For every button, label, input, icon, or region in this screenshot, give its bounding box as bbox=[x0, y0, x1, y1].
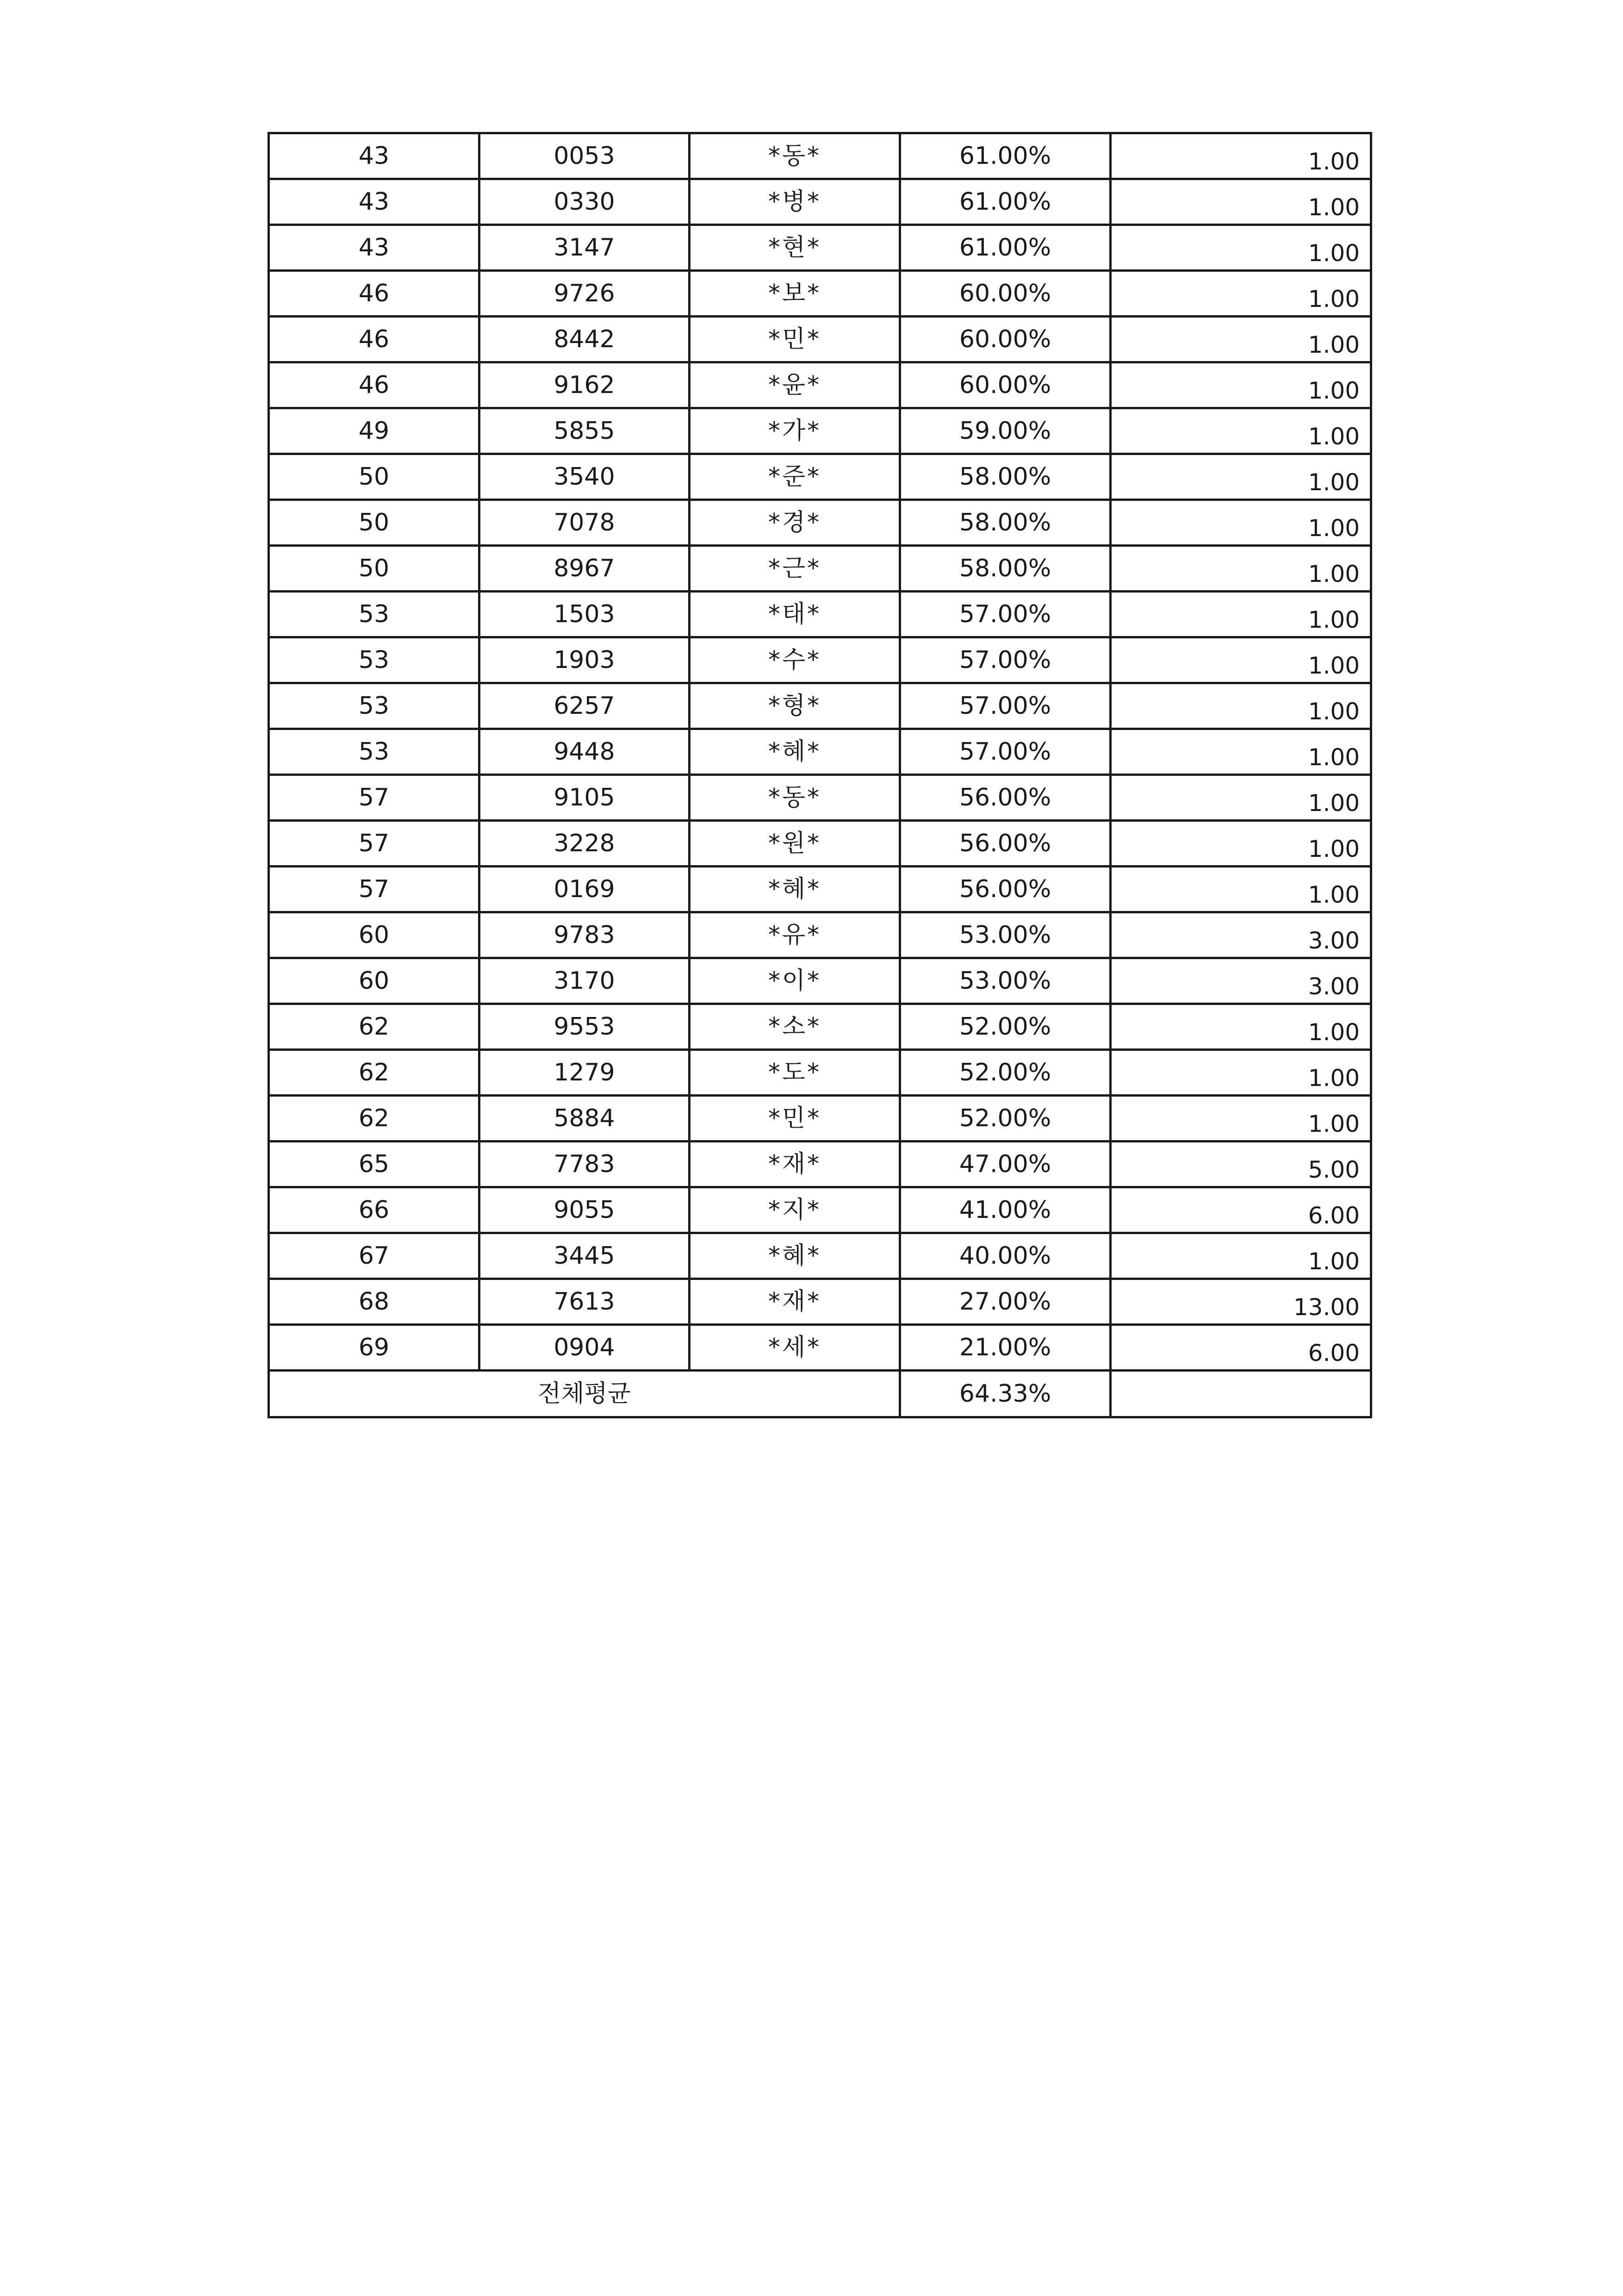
id-cell: 0169 bbox=[479, 867, 690, 912]
name-cell: *재* bbox=[690, 1279, 900, 1325]
value-cell: 1.00 bbox=[1111, 1096, 1371, 1142]
percent-cell: 60.00% bbox=[900, 317, 1111, 362]
table-row bbox=[269, 271, 1371, 317]
id-cell: 8442 bbox=[479, 317, 690, 362]
value-cell: 5.00 bbox=[1111, 1142, 1371, 1187]
rank-cell: 50 bbox=[269, 546, 479, 592]
id-cell: 1903 bbox=[479, 637, 690, 683]
table-row bbox=[269, 1233, 1371, 1279]
value-cell: 1.00 bbox=[1111, 1050, 1371, 1096]
rank-cell: 62 bbox=[269, 1050, 479, 1096]
id-cell: 9162 bbox=[479, 362, 690, 408]
value-cell: 13.00 bbox=[1111, 1279, 1371, 1325]
id-cell: 1279 bbox=[479, 1050, 690, 1096]
id-cell: 7078 bbox=[479, 500, 690, 546]
name-cell: *유* bbox=[690, 912, 900, 958]
table-row bbox=[269, 729, 1371, 775]
percent-cell: 52.00% bbox=[900, 1096, 1111, 1142]
total-value bbox=[1111, 1371, 1371, 1417]
percent-cell: 58.00% bbox=[900, 454, 1111, 500]
percent-cell: 53.00% bbox=[900, 912, 1111, 958]
id-cell: 9448 bbox=[479, 729, 690, 775]
id-cell: 9105 bbox=[479, 775, 690, 821]
value-cell: 1.00 bbox=[1111, 271, 1371, 317]
name-cell: *이* bbox=[690, 958, 900, 1004]
value-cell: 3.00 bbox=[1111, 912, 1371, 958]
name-cell: *민* bbox=[690, 1096, 900, 1142]
value-cell: 1.00 bbox=[1111, 133, 1371, 179]
percent-cell: 52.00% bbox=[900, 1004, 1111, 1050]
percent-cell: 56.00% bbox=[900, 821, 1111, 867]
percent-cell: 59.00% bbox=[900, 408, 1111, 454]
percent-cell: 47.00% bbox=[900, 1142, 1111, 1187]
id-cell: 3540 bbox=[479, 454, 690, 500]
value-cell: 1.00 bbox=[1111, 225, 1371, 271]
rank-cell: 43 bbox=[269, 225, 479, 271]
value-cell: 1.00 bbox=[1111, 317, 1371, 362]
id-cell: 9726 bbox=[479, 271, 690, 317]
value-cell: 3.00 bbox=[1111, 958, 1371, 1004]
percent-cell: 61.00% bbox=[900, 179, 1111, 225]
name-cell: *소* bbox=[690, 1004, 900, 1050]
value-cell: 1.00 bbox=[1111, 362, 1371, 408]
table-row bbox=[269, 546, 1371, 592]
rank-cell: 57 bbox=[269, 775, 479, 821]
table-row bbox=[269, 637, 1371, 683]
table-row bbox=[269, 179, 1371, 225]
rank-cell: 46 bbox=[269, 271, 479, 317]
id-cell: 5855 bbox=[479, 408, 690, 454]
id-cell: 3445 bbox=[479, 1233, 690, 1279]
name-cell: *현* bbox=[690, 225, 900, 271]
table-row bbox=[269, 1187, 1371, 1233]
name-cell: *태* bbox=[690, 592, 900, 637]
percent-cell: 58.00% bbox=[900, 546, 1111, 592]
name-cell: *재* bbox=[690, 1142, 900, 1187]
total-label: 전체평균 bbox=[269, 1371, 900, 1417]
percent-cell: 56.00% bbox=[900, 775, 1111, 821]
name-cell: *동* bbox=[690, 775, 900, 821]
value-cell: 1.00 bbox=[1111, 408, 1371, 454]
table-row bbox=[269, 958, 1371, 1004]
name-cell: *형* bbox=[690, 683, 900, 729]
id-cell: 6257 bbox=[479, 683, 690, 729]
percent-cell: 57.00% bbox=[900, 637, 1111, 683]
rank-cell: 62 bbox=[269, 1004, 479, 1050]
id-cell: 9055 bbox=[479, 1187, 690, 1233]
name-cell: *도* bbox=[690, 1050, 900, 1096]
rank-cell: 68 bbox=[269, 1279, 479, 1325]
name-cell: *민* bbox=[690, 317, 900, 362]
percent-cell: 57.00% bbox=[900, 683, 1111, 729]
value-cell: 1.00 bbox=[1111, 683, 1371, 729]
table-row bbox=[269, 1325, 1371, 1371]
percent-cell: 57.00% bbox=[900, 729, 1111, 775]
percent-cell: 61.00% bbox=[900, 225, 1111, 271]
name-cell: *준* bbox=[690, 454, 900, 500]
value-cell: 1.00 bbox=[1111, 179, 1371, 225]
rank-cell: 57 bbox=[269, 867, 479, 912]
percent-cell: 58.00% bbox=[900, 500, 1111, 546]
table-row bbox=[269, 592, 1371, 637]
table-row bbox=[269, 775, 1371, 821]
name-cell: *혜* bbox=[690, 1233, 900, 1279]
percent-cell: 61.00% bbox=[900, 133, 1111, 179]
id-cell: 5884 bbox=[479, 1096, 690, 1142]
value-cell: 1.00 bbox=[1111, 546, 1371, 592]
value-cell: 6.00 bbox=[1111, 1325, 1371, 1371]
name-cell: *세* bbox=[690, 1325, 900, 1371]
percent-cell: 40.00% bbox=[900, 1233, 1111, 1279]
name-cell: *수* bbox=[690, 637, 900, 683]
table-row bbox=[269, 821, 1371, 867]
id-cell: 0330 bbox=[479, 179, 690, 225]
rank-cell: 43 bbox=[269, 179, 479, 225]
rank-cell: 43 bbox=[269, 133, 479, 179]
value-cell: 1.00 bbox=[1111, 592, 1371, 637]
table-row bbox=[269, 1096, 1371, 1142]
rank-cell: 62 bbox=[269, 1096, 479, 1142]
table-row bbox=[269, 500, 1371, 546]
table-row bbox=[269, 1279, 1371, 1325]
id-cell: 3147 bbox=[479, 225, 690, 271]
table-row bbox=[269, 362, 1371, 408]
value-cell: 1.00 bbox=[1111, 500, 1371, 546]
value-cell: 1.00 bbox=[1111, 729, 1371, 775]
id-cell: 1503 bbox=[479, 592, 690, 637]
name-cell: *가* bbox=[690, 408, 900, 454]
percent-cell: 60.00% bbox=[900, 271, 1111, 317]
rank-cell: 46 bbox=[269, 362, 479, 408]
name-cell: *보* bbox=[690, 271, 900, 317]
name-cell: *병* bbox=[690, 179, 900, 225]
name-cell: *근* bbox=[690, 546, 900, 592]
rank-cell: 60 bbox=[269, 958, 479, 1004]
id-cell: 9783 bbox=[479, 912, 690, 958]
percent-cell: 41.00% bbox=[900, 1187, 1111, 1233]
percent-cell: 27.00% bbox=[900, 1279, 1111, 1325]
percent-cell: 60.00% bbox=[900, 362, 1111, 408]
value-cell: 1.00 bbox=[1111, 821, 1371, 867]
table-row bbox=[269, 1004, 1371, 1050]
score-table bbox=[267, 132, 1372, 1418]
rank-cell: 67 bbox=[269, 1233, 479, 1279]
value-cell: 1.00 bbox=[1111, 637, 1371, 683]
id-cell: 7783 bbox=[479, 1142, 690, 1187]
rank-cell: 66 bbox=[269, 1187, 479, 1233]
id-cell: 0053 bbox=[479, 133, 690, 179]
id-cell: 3170 bbox=[479, 958, 690, 1004]
name-cell: *혜* bbox=[690, 867, 900, 912]
value-cell: 1.00 bbox=[1111, 1233, 1371, 1279]
table-row bbox=[269, 408, 1371, 454]
percent-cell: 52.00% bbox=[900, 1050, 1111, 1096]
id-cell: 8967 bbox=[479, 546, 690, 592]
rank-cell: 60 bbox=[269, 912, 479, 958]
id-cell: 0904 bbox=[479, 1325, 690, 1371]
name-cell: *윤* bbox=[690, 362, 900, 408]
rank-cell: 49 bbox=[269, 408, 479, 454]
rank-cell: 50 bbox=[269, 500, 479, 546]
rank-cell: 69 bbox=[269, 1325, 479, 1371]
name-cell: *원* bbox=[690, 821, 900, 867]
table-row bbox=[269, 867, 1371, 912]
table-row bbox=[269, 912, 1371, 958]
percent-cell: 56.00% bbox=[900, 867, 1111, 912]
value-cell: 6.00 bbox=[1111, 1187, 1371, 1233]
table-row bbox=[269, 133, 1371, 179]
rank-cell: 53 bbox=[269, 729, 479, 775]
value-cell: 1.00 bbox=[1111, 1004, 1371, 1050]
value-cell: 1.00 bbox=[1111, 454, 1371, 500]
table-row bbox=[269, 1050, 1371, 1096]
rank-cell: 53 bbox=[269, 683, 479, 729]
name-cell: *동* bbox=[690, 133, 900, 179]
value-cell: 1.00 bbox=[1111, 775, 1371, 821]
name-cell: *혜* bbox=[690, 729, 900, 775]
value-cell: 1.00 bbox=[1111, 867, 1371, 912]
percent-cell: 57.00% bbox=[900, 592, 1111, 637]
total-percent: 64.33% bbox=[900, 1371, 1111, 1417]
table-row bbox=[269, 454, 1371, 500]
total-row bbox=[269, 1371, 1371, 1417]
rank-cell: 53 bbox=[269, 592, 479, 637]
rank-cell: 57 bbox=[269, 821, 479, 867]
percent-cell: 21.00% bbox=[900, 1325, 1111, 1371]
rank-cell: 53 bbox=[269, 637, 479, 683]
id-cell: 3228 bbox=[479, 821, 690, 867]
table-row bbox=[269, 683, 1371, 729]
rank-cell: 50 bbox=[269, 454, 479, 500]
table-row bbox=[269, 225, 1371, 271]
rank-cell: 46 bbox=[269, 317, 479, 362]
name-cell: *경* bbox=[690, 500, 900, 546]
table-row bbox=[269, 317, 1371, 362]
table-row bbox=[269, 1142, 1371, 1187]
percent-cell: 53.00% bbox=[900, 958, 1111, 1004]
table-body bbox=[269, 133, 1371, 1371]
name-cell: *지* bbox=[690, 1187, 900, 1233]
id-cell: 7613 bbox=[479, 1279, 690, 1325]
rank-cell: 65 bbox=[269, 1142, 479, 1187]
id-cell: 9553 bbox=[479, 1004, 690, 1050]
